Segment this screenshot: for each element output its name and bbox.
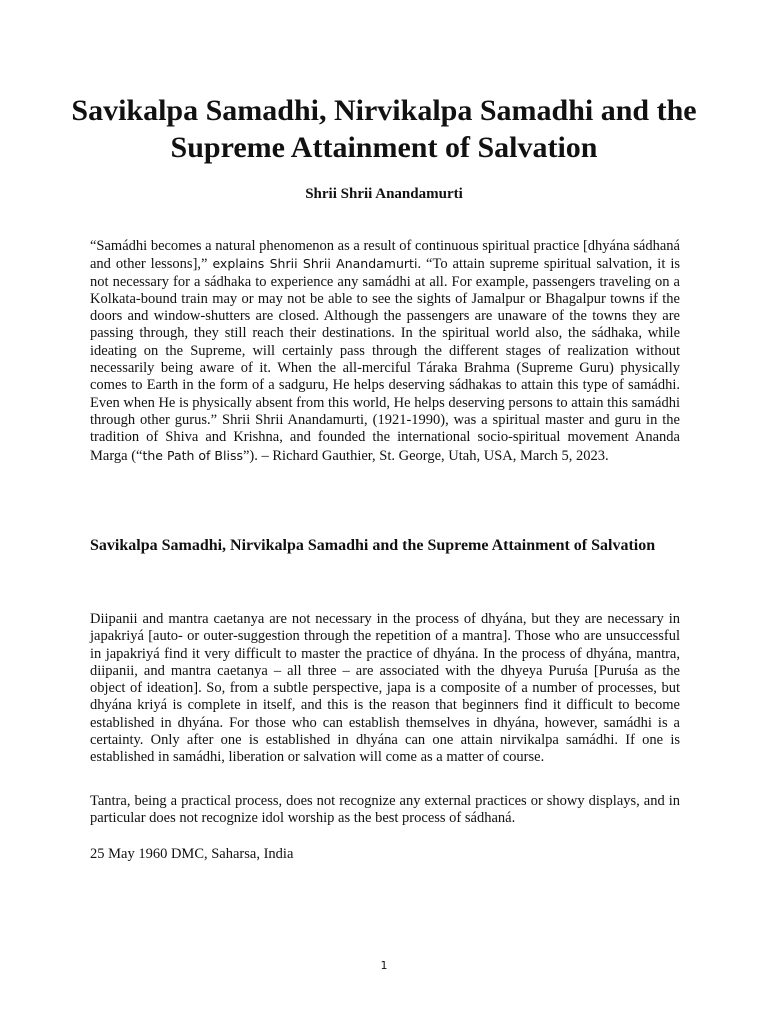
- intro-explains-run: explains Shrii Shrii Anandamurti: [212, 256, 418, 272]
- section-heading: Savikalpa Samadhi, Nirvikalpa Samadhi and the Supreme Attainment of Salvation: [90, 537, 656, 554]
- author-line: Shrii Shrii Anandamurti: [305, 186, 463, 202]
- date-line: 25 May 1960 DMC, Saharsa, India: [90, 846, 294, 862]
- page-number: 1: [380, 959, 388, 972]
- document-title: Savikalpa Samadhi, Nirvikalpa Samadhi and the Supreme Attainment of Salvation: [71, 94, 697, 164]
- intro-paragraph: [90, 238, 680, 465]
- intro-text-part-2: . “To attain supreme spiritual salvation, it is not necessary for a sádhaka to experience any samádhi at all. For example, passengers traveling on a Kolkata-bound train may or may not be able to see the sights of Jamalpur or Bhagalpur towns if the doors and window-shutters are closed. Although the passengers are unaware of the towns they are passing through, they still reach their destinations. In the spiritual world also, the sádhaka, while ideating on the Supreme, will certainly pass through the different stages of realization without necessarily being aware of it. When the all-merciful Táraka Brahma (Supreme Guru) physically comes to Earth in the form of a sadguru, He helps deserving sádhakas to attain this type of samádhi. Even when He is physically absent from this world, He helps deserving persons to attain this samádhi through other gurus.” Shrii Shrii Anandamurti, (1921-1990), was a spiritual master and guru in the tradition of Shiva and Krishna, and founded the international socio-spiritual movement Ananda Marga (“: [90, 256, 680, 464]
- intro-path-of-bliss: the Path of Bliss: [142, 447, 243, 463]
- intro-text-part-1: “Samádhi becomes a natural phenomenon as a result of continuous spiritual practice [dhyána sádhaná and other lessons],”: [90, 238, 680, 273]
- body-paragraph-1: Diipanii and mantra caetanya are not necessary in the process of dhyána, but they are necessary in japakriyá [auto- or outer-suggestion through the repetition of a mantra]. Those who are unsuccessful in japakriyá find it very difficult to master the practice of dhyána. In the process of dhyána, mantra, diipanii, and mantra caetanya – all three – are associated with the dhyeya Puruśa [Puruśa as the object of ideation]. So, from a subtle perspective, japa is a composite of a number of processes, but dhyána kriyá is complete in itself, and this is the reason that beginners find it difficult to become established in dhyána. For those who can establish themselves in dhyána, however, samádhi is a certainty. Only after one is established in dhyána can one attain nirvikalpa samádhi. If one is established in samádhi, liberation or salvation will come as a matter of course.: [90, 611, 680, 766]
- intro-text-part-3: ”). – Richard Gauthier, St. George, Utah, USA, March 5, 2023.: [242, 447, 609, 464]
- body-paragraph-2: Tantra, being a practical process, does not recognize any external practices or showy displays, and in particular does not recognize idol worship as the best process of sádhaná.: [90, 793, 680, 827]
